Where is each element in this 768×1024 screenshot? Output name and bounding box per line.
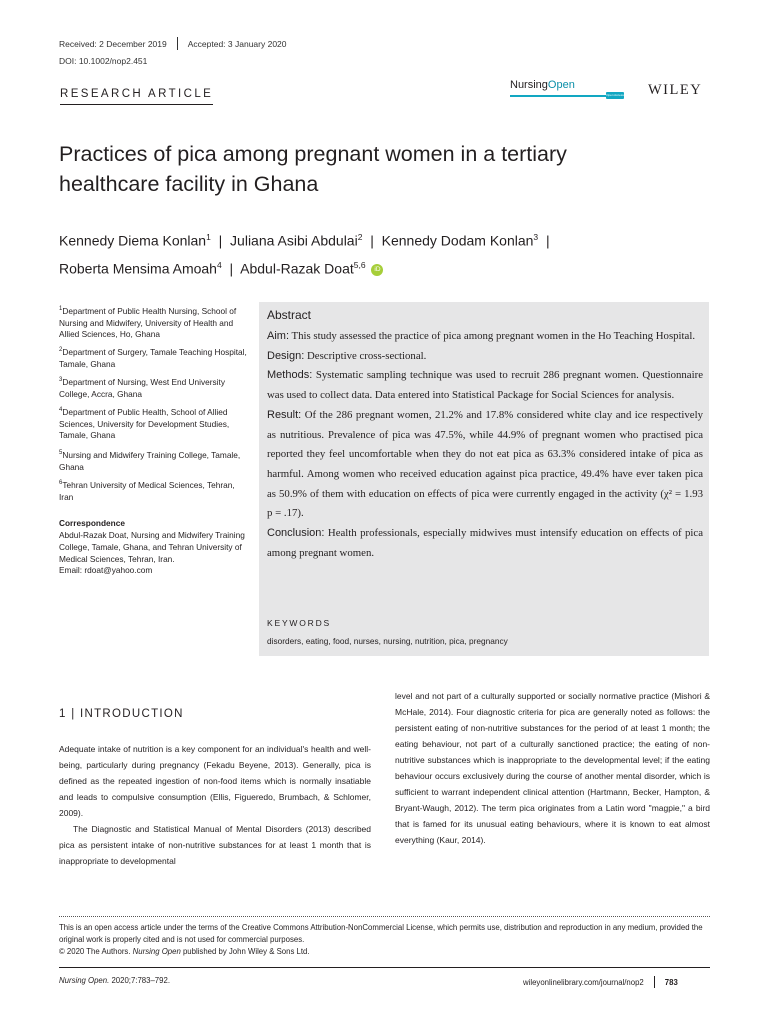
copyright-journal: Nursing Open <box>132 947 181 957</box>
title-line-2: healthcare facility in Ghana <box>59 172 319 196</box>
journal-logo-text: NursingOpen <box>510 79 575 91</box>
methods-text: Systematic sampling technique was used to recruit 286 pregnant women. Questionnaire was used to collect data. Data entered into Statistical Package for Social Sciences for analysis. <box>267 369 703 402</box>
license-divider <box>59 916 710 917</box>
footer-citation <box>59 976 170 985</box>
journal-logo <box>510 79 624 101</box>
affiliation: $^1$Department of Public Health Nursing, School of Nursing and Midwifery, University of Health and Allied Sciences, Ho, Ghana <box>59 305 237 340</box>
doi[interactable]: DOI: 10.1002/nop2.451 <box>59 56 148 66</box>
correspondence-heading: Correspondence <box>59 518 125 528</box>
keywords-heading: KEYWORDS <box>267 618 331 628</box>
intro-paragraph-2: The Diagnostic and Statistical Manual of Mental Disorders (2013) described pica as persistent intake of non-nutritive substances for at least 1 month that is inappropriate to developmental <box>59 824 371 867</box>
author-affiliation-mark: 2 <box>357 232 363 242</box>
footer-separator <box>654 976 655 988</box>
abstract-body <box>267 327 703 563</box>
methods-label: Methods: <box>267 369 313 382</box>
conclusion-label: Conclusion: <box>267 527 325 540</box>
abstract-heading: Abstract <box>267 308 312 322</box>
author-name[interactable]: Roberta Mensima Amoah <box>59 260 217 277</box>
author-affiliation-mark: 1 <box>206 232 211 242</box>
section-heading: 1 | INTRODUCTION <box>59 708 184 720</box>
result-label: Result: <box>267 408 302 421</box>
author-line-2 <box>59 253 699 281</box>
author-line-1 <box>59 225 699 253</box>
footer-right <box>523 976 678 988</box>
author-separator: | <box>545 232 550 249</box>
author-affiliation-mark: 4 <box>216 259 222 270</box>
article-dates <box>59 37 287 50</box>
received-date: Received: 2 December 2019 <box>59 38 167 49</box>
accepted-date: Accepted: 3 January 2020 <box>187 38 287 49</box>
affiliation: $^3$Department of Nursing, West End University College, Accra, Ghana <box>59 376 225 399</box>
author-separator: | <box>229 260 234 277</box>
design-text: Descriptive cross-sectional. <box>307 349 427 362</box>
author-affiliation-mark: 5,6 <box>353 259 366 270</box>
article-title <box>59 139 679 199</box>
author-name[interactable]: Kennedy Diema Konlan <box>59 232 207 249</box>
footer-volume: 2020;7:783–792. <box>111 976 170 985</box>
footer-divider <box>59 967 710 968</box>
author-separator: | <box>370 232 374 249</box>
author-separator: | <box>218 232 223 249</box>
author-list <box>59 225 699 280</box>
correspondence-details <box>59 530 259 577</box>
article-type: RESEARCH ARTICLE <box>60 88 213 105</box>
affiliation: $^6$Tehran University of Medical Sciences, Tehran, Iran <box>59 479 235 502</box>
affiliation: $^2$Department of Surgery, Tamale Teaching Hospital, Tamale, Ghana <box>59 346 247 369</box>
journal-url[interactable]: wileyonlinelibrary.com/journal/nop2 <box>523 977 644 987</box>
affiliation: $^5$Nursing and Midwifery Training College, Tamale, Ghana <box>59 449 241 472</box>
open-access-badge: Open Access <box>606 93 624 97</box>
aim-text: This study assessed the practice of pica among pregnant women in the Ho Teaching Hospital. <box>291 330 696 342</box>
keywords-list: disorders, eating, food, nurses, nursing, nutrition, pica, pregnancy <box>267 636 508 646</box>
author-name[interactable]: Kennedy Dodam Konlan <box>381 232 534 249</box>
aim-label: Aim: <box>267 330 289 342</box>
journal-logo-line <box>510 95 606 97</box>
intro-paragraph-1: Adequate intake of nutrition is a key component for an individual's health and well-being, particularly during pregnancy (Fekadu Beyene, 2013). Generally, pica is defined as the repeated ingestion of non-food items which is normally insatiable and leads to compulsive consumption (Ellis, Figueredo, Brumbach, & Schlomer, 2009). <box>59 744 371 819</box>
copyright-line: © 2020 The Authors. Nursing Open published by John Wiley & Sons Ltd. <box>59 947 310 957</box>
license-notice <box>59 922 710 959</box>
intro-paragraph-3: level and not part of a culturally supported or socially normative practice (Mishori & McHale, 2014). Four diagnostic criteria for pica are generally noted as follows: the persistent eating of non-nutritive substances for the period of at least 1 month; the eating behaviour, not part of a culturally sanctioned practice; the eating of non-nutritive substances which is inappropriate to the developmental level; if the eating behaviour occurs exclusively during the course of another mental disorder, which is sufficient to warrant independent clinical attention (Hartmann, Becker, Hampton, & Bryant-Waugh, 2012). The term pica originates from a Latin word "magpie," a bird that is famed for its unusual eating behaviours, where it is known to eat almost everything (Kaur, 2014). <box>395 691 710 846</box>
footer-journal: Nursing Open. <box>59 976 110 985</box>
orcid-icon[interactable]: iD <box>371 264 383 276</box>
correspondence-email[interactable]: Email: rdoat@yahoo.com <box>59 565 153 576</box>
result-text: Of the 286 pregnant women, 21.2% and 17.8% considered white clay and ice respectively as nutritious. Prevalence of pica was 47.5%, while 44.9% of pregnant women who practised pica reported they feel uncomfortable when they do not eat pica as 63.3% considered intake of pica as harmful. Among women who received education against pica practice, 49.4% have ever taken pica as 50.9% of them with education on effects of pica were currently engaged in the activity (χ² = 1.93 p = .17). <box>267 408 703 520</box>
license-text: This is an open access article under the terms of the Creative Commons Attribution-NonCommercial License, which permits use, distribution and reproduction in any medium, provided the original work is properly cited and is not used for commercial purposes. <box>59 923 703 945</box>
page-number: 783 <box>664 977 678 987</box>
author-name[interactable]: Abdul-Razak Doat <box>240 260 354 277</box>
title-line-1: Practices of pica among pregnant women in a tertiary <box>59 142 567 166</box>
affiliation: $^4$Department of Public Health, School of Allied Sciences, University for Development Studies, Tamale, Ghana <box>59 406 230 441</box>
publisher-logo: WILEY <box>648 82 703 98</box>
correspondence-address: Abdul-Razak Doat, Nursing and Midwifery Training College, Tamale, Ghana, and Tehran University of Medical Sciences, Tehran, Iran. <box>59 530 245 564</box>
design-label: Design: <box>267 349 305 362</box>
author-affiliation-mark: 3 <box>533 232 539 242</box>
conclusion-text: Health professionals, especially midwives must intensify education on effects of pica among pregnant women. <box>267 527 703 559</box>
date-divider <box>177 37 178 50</box>
author-name[interactable]: Juliana Asibi Abdulai <box>230 232 358 249</box>
